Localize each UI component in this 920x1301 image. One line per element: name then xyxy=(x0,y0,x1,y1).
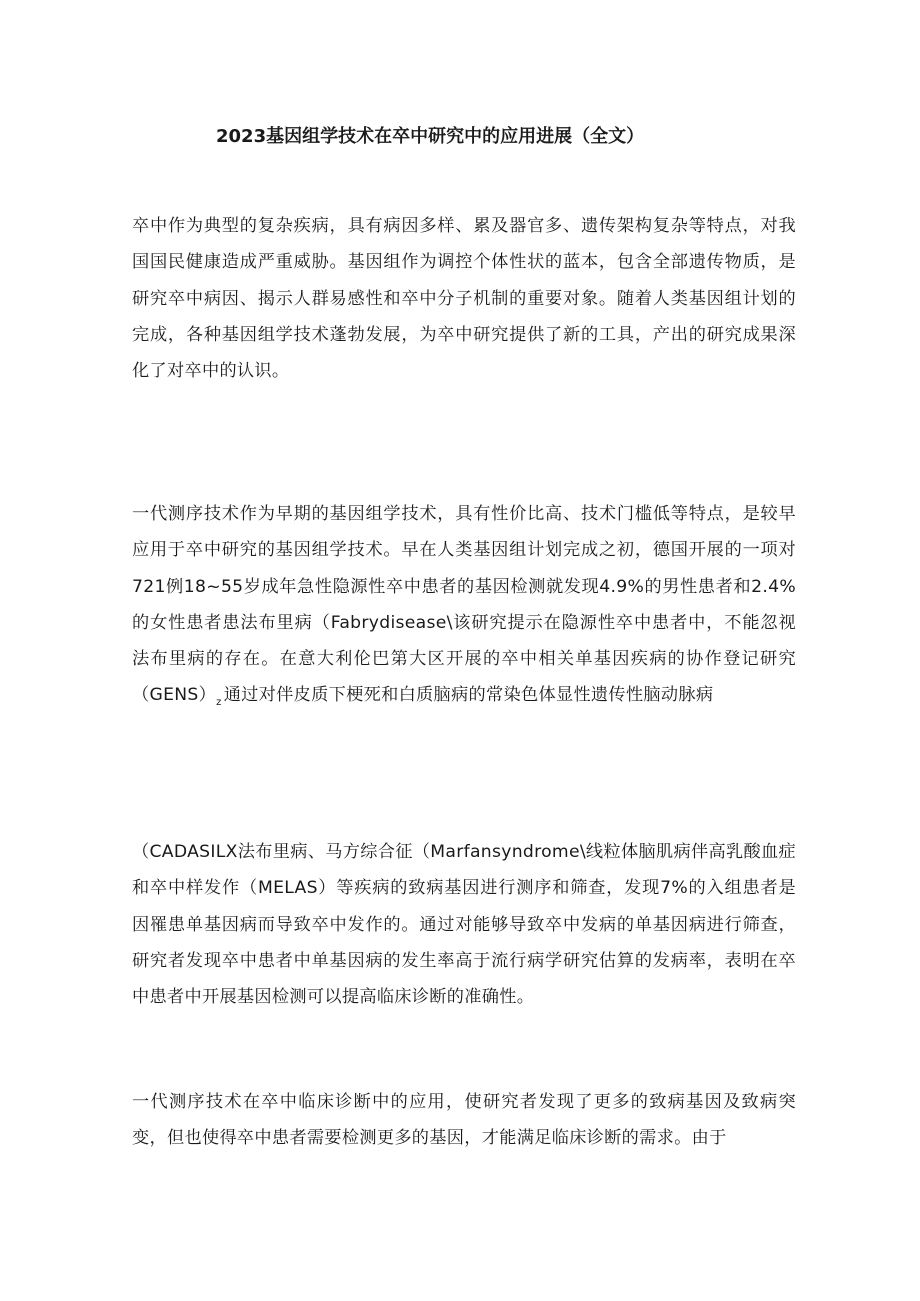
paragraph-intro: 卒中作为典型的复杂疾病，具有病因多样、累及器官多、遗传架构复杂等特点，对我国国民健康造成严重威胁。基因组作为调控个体性状的蓝本，包含全部遗传物质，是研究卒中病因、揭示人群易感性和卒中分子机制的重要对象。随着人类基因组计划的完成，各种基因组学技术蓬勃发展，为卒中研究提供了新的工具，产出的研究成果深化了对卒中的认识。 xyxy=(132,216,796,382)
paragraph-text: 一代测序技术作为早期的基因组学技术，具有性价比高、技术门槛低等特点，是较早应用于卒中研究的基因组学技术。早在人类基因组计划完成之初，德国开展的一项对721例18~55岁成年急性隐源性卒中患者的基因检测就发现4.9%的男性患者和2.4%的女性患者患法布里病（Fabrydisease\该研究提示在隐源性卒中患者中，不能忽视法布里病的存在。在意大利伦巴第大区开展的卒中相关单基因疾病的协作登记研究（GENS） xyxy=(132,504,796,706)
document-title: 2023基因组学技术在卒中研究中的应用进展（全文） xyxy=(216,126,645,147)
paragraph-text-continued: 通过对伴皮质下梗死和白质脑病的常染色体显性遗传性脑动脉病 xyxy=(223,685,714,706)
paragraph-screening-results: （CADASILX法布里病、马方综合征（Marfansyndrome\线粒体脑肌病伴高乳酸血症和卒中样发作（MELAS）等疾病的致病基因进行测序和筛查，发现7%的入组患者是因罹患单基因病而导致卒中发作的。通过对能够导致卒中发病的单基因病进行筛查，研究者发现卒中患者中单基因病的发生率高于流行病学研究估算的发病率，表明在卒中患者中开展基因检测可以提高临床诊断的准确性。 xyxy=(132,842,796,1008)
subscript-mark: z xyxy=(216,697,222,709)
paragraph-clinical-diagnosis: 一代测序技术在卒中临床诊断中的应用，使研究者发现了更多的致病基因及致病突变，但也使得卒中患者需要检测更多的基因，才能满足临床诊断的需求。由于 xyxy=(132,1092,796,1149)
paragraph-first-gen-sequencing xyxy=(132,496,796,722)
